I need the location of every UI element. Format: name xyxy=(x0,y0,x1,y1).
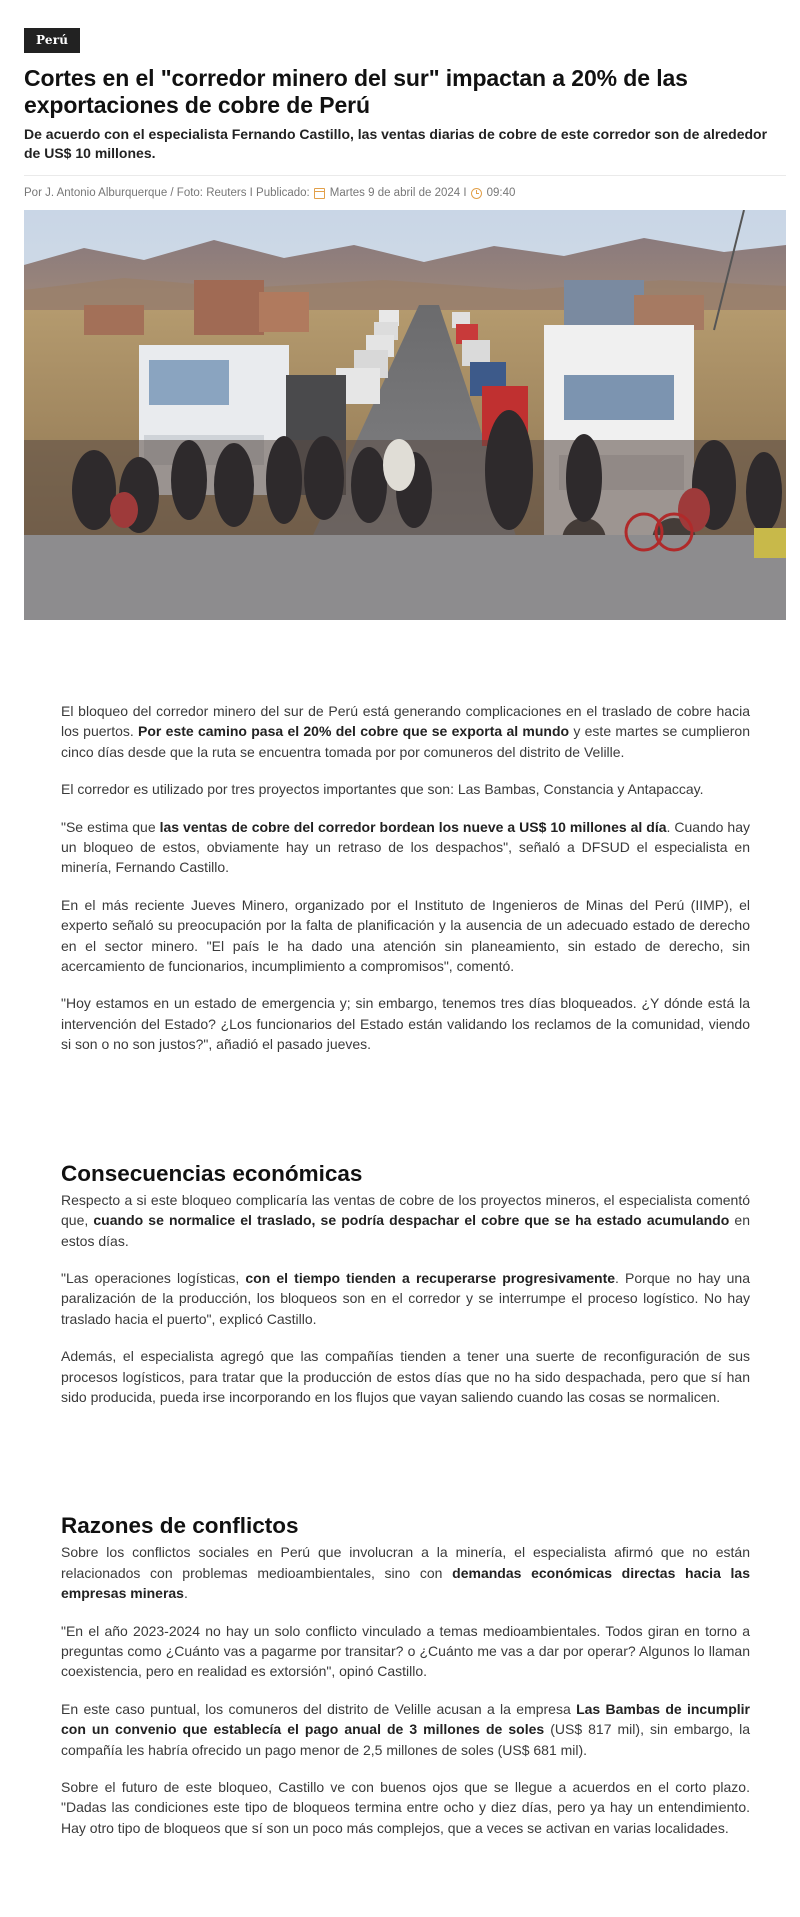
spacer xyxy=(61,1072,750,1161)
lead-photo xyxy=(24,210,786,620)
spacer xyxy=(61,1424,750,1513)
paragraph: Sobre los conflictos sociales en Perú que involucran a la minería, el especialista afirmó que no están relacionados con problemas medioambientales, sino con demandas económicas directas hacia las empresas mineras. xyxy=(61,1544,750,1602)
paragraph: En este caso puntual, los comuneros del distrito de Velille acusan a la empresa Las Bambas de incumplir con un convenio que establecía el pago anual de 3 millones de soles (US$ 817 mil), sin embargo, la compañía les habría ofrecido un pago menor de 2,5 millones de soles (US$ 681 mil). xyxy=(61,1700,750,1758)
calendar-icon xyxy=(314,188,325,199)
paragraph: Además, el especialista agregó que las compañías tienden a tener una suerte de reconfiguración de sus procesos logísticos, para tratar que la producción de estos días que no ha sido despachada, pero que sí han sido producida, pueda irse incorporando en los flujos que vayan saliendo cuando las cosas se normalicen. xyxy=(61,1348,750,1405)
article-body xyxy=(61,701,750,1855)
road-blockade-photo xyxy=(24,210,786,620)
clock-icon xyxy=(471,188,482,199)
byline-time: 09:40 xyxy=(486,187,516,199)
article-header xyxy=(24,28,786,620)
section-razones xyxy=(61,1513,750,1838)
section-intro xyxy=(61,701,750,1055)
byline-date: Martes 9 de abril de 2024 I xyxy=(329,187,467,199)
paragraph: El bloqueo del corredor minero del sur de Perú está generando complicaciones en el traslado de cobre hacia los puertos. Por este camino pasa el 20% del cobre que se exporta al mundo y este martes se cumplieron cinco días desde que la ruta se encuentra tomada por por comuneros del distrito de Velille. xyxy=(61,703,750,760)
subheadline: De acuerdo con el especialista Fernando Castillo, las ventas diarias de cobre de este corredor son de alrededor de US$ 10 millones. xyxy=(24,126,768,161)
paragraph: "Hoy estamos en un estado de emergencia y; sin embargo, tenemos tres días bloqueados. ¿Y dónde está la intervención del Estado? ¿Los funcionarios del Estado están validando los reclamos de la comunidad, viendo si son o no son justos?", añadió el pasado jueves. xyxy=(61,995,750,1053)
divider xyxy=(24,175,786,176)
paragraph: "En el año 2023-2024 no hay un solo conflicto vinculado a temas medioambientales. Todos giran en torno a preguntas como ¿Cuánto vas a pagarme por transitar? o ¿Cuánto me vas a dar por operar? Algunos lo llaman coexistencia, pero en realidad es extorsión", opinó Castillo. xyxy=(61,1622,750,1680)
paragraph: Respecto a si este bloqueo complicaría las ventas de cobre de los proyectos mineros, el especialista comentó que, cuando se normalice el traslado, se podría despachar el cobre que se ha estado acumulando en estos días. xyxy=(61,1191,750,1249)
paragraph: Sobre el futuro de este bloqueo, Castillo ve con buenos ojos que se llegue a acuerdos en el corto plazo. "Dadas las condiciones este tipo de bloqueos termina entre ocho y diez días, pero ya hay un entendimiento. Hay otro tipo de bloqueos que sí son un poco más complejos, que a veces se activan en varias localidades. xyxy=(61,1779,750,1836)
paragraph: El corredor es utilizado por tres proyectos importantes que son: Las Bambas, Constancia y Antapaccay. xyxy=(61,781,704,798)
section-consecuencias xyxy=(61,1161,750,1408)
paragraph: En el más reciente Jueves Minero, organizado por el Instituto de Ingenieros de Minas del Perú (IIMP), el experto señaló su preocupación por la falta de planificación y la ausencia de un adecuado estado de derecho en el sector minero. "El país le ha dado una atención sin planeamiento, sin estado de derecho, sin acercamiento de funcionarios, incumplimiento a compromisos", comentó. xyxy=(61,896,750,975)
section-heading: Razones de conflictos xyxy=(61,1513,299,1539)
section-heading: Consecuencias económicas xyxy=(61,1160,363,1186)
paragraph: "Las operaciones logísticas, con el tiempo tienden a recuperarse progresivamente. Porque no hay una paralización de la producción, los bloqueos son en el corredor y se interrumpe el proceso logístico. No hay traslado hacia el puerto", explicó Castillo. xyxy=(61,1269,751,1327)
byline-credit: Por J. Antonio Alburquerque / Foto: Reuters I Publicado: xyxy=(24,187,310,199)
headline: Cortes en el "corredor minero del sur" impactan a 20% de las exportaciones de cobre de Perú xyxy=(24,65,688,118)
category-tag[interactable]: Perú xyxy=(24,28,80,53)
byline xyxy=(24,187,786,199)
paragraph: "Se estima que las ventas de cobre del corredor bordean los nueve a US$ 10 millones al día. Cuando hay un bloqueo de estos, obviamente hay un retraso de los despachos", señaló a DFSUD el especialista en minería, Fernando Castillo. xyxy=(61,818,750,876)
